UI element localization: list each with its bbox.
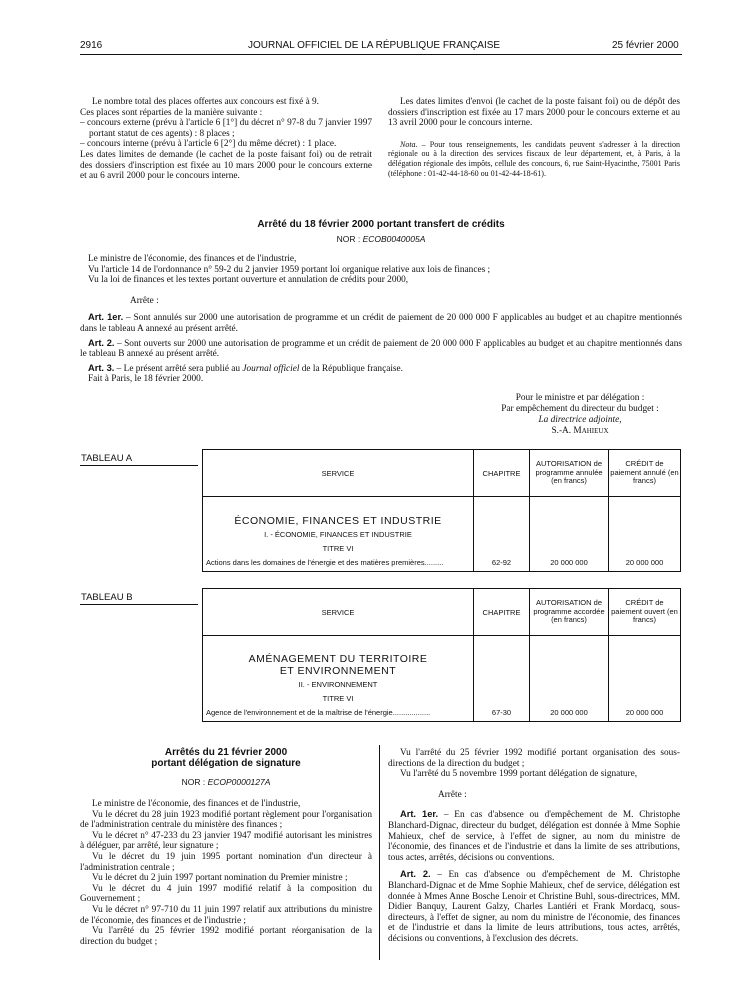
note (388, 140, 680, 178)
header-rule (80, 54, 682, 55)
header-autorisation: AUTORISATION de programme accordée (en francs) (530, 589, 609, 636)
signature-line: Par empêchement du directeur du budget : (501, 404, 659, 414)
row-label: Agence de l'environnement et de la maîtrise de l'énergie.................. (206, 708, 431, 717)
article-1: Art. 1er. – Sont annulés sur 2000 une autorisation de programme et un crédit de paiement de 20 000 000 F applicables au budget et au chapitre mentionnés dans le tableau A annexé au présent arrêté. (80, 312, 682, 334)
top-right-column (388, 97, 680, 178)
titre: TITRE VI (322, 544, 354, 553)
title-line: portant délégation de signature (151, 758, 301, 769)
autorisation-value: 20 000 000 (530, 497, 609, 572)
signature-block (480, 393, 680, 437)
paragraph: Vu le décret du 28 juin 1923 modifié portant règlement pour l'organisation de l'administration centrale du ministère des finances ; (80, 809, 372, 831)
ministry-name: ET ENVIRONNEMENT (279, 665, 397, 677)
paragraph: Ces places sont réparties de la manière suivante : (80, 107, 263, 118)
ministry-name: AMÉNAGEMENT DU TERRITOIRE (248, 653, 428, 665)
nor-reference: NOR : ECOB0040005A (336, 234, 426, 244)
header-chapitre: CHAPITRE (474, 450, 530, 497)
tableau-b-label: TABLEAU B (81, 592, 133, 603)
paragraph: Le nombre total des places offertes aux concours est fixé à 9. (92, 97, 320, 107)
autorisation-value: 20 000 000 (530, 636, 609, 722)
signature-line: Pour le ministre et par délégation : (515, 393, 645, 403)
column-divider (379, 745, 380, 960)
paragraph: Vu le décret du 4 juin 1997 modifié relatif à la composition du Gouvernement ; (80, 883, 372, 905)
paragraph: Vu la loi de finances et les textes portant ouverture et annulation de crédits pour 2000, (88, 275, 409, 286)
header-autorisation: AUTORISATION de programme annulée (en francs) (530, 450, 609, 497)
chapitre-value: 67-30 (474, 636, 530, 722)
article-2: Art. 2. – En cas d'absence ou d'empêchement de M. Christophe Blanchard-Dignac et de Mme Sophie Mahieux, chef de service, délégation est donnée à Mmes Anne Bosche Lenoir et Christine Buhl, sous-directrices, MM. Didier Banquy, Laurent Galzy, Charles Lantiéri et Frank Mordacq, sous-directeurs, à l'effet de signer, au nom du ministre de l'économie, des finances et de l'industrie et dans la limite de leurs attributions, tous actes, arrêtés, décisions ou conventions, à l'exclusion des décrets. (388, 869, 680, 944)
header-service: SERVICE (203, 589, 474, 636)
issue-date: 25 février 2000 (612, 40, 679, 51)
tableau-a-label: TABLEAU A (81, 453, 133, 464)
titre: TITRE VI (322, 694, 354, 703)
list-item: – concours externe (prévu à l'article 6 [1°] du décret n° 97-8 du 7 janvier 1997 portant statut de ces agents) : 8 places ; (80, 118, 372, 139)
title-line: Arrêtés du 21 février 2000 (164, 747, 288, 758)
tableau-b-rule (80, 604, 198, 605)
header-service: SERVICE (203, 450, 474, 497)
note-text: – Pour tous renseignements, les candidats peuvent s'adresser à la direction régionale ou à la direction des services fiscaux de leur département, et, à Paris, à la délégation régionale des impôts, cellule des concours, 6, rue Saint-Hyacinthe, 75001 Paris (téléphone : 01-42-44-18-60 ou 01-42-44-18-61). (388, 139, 680, 178)
chapitre-value: 62-92 (474, 497, 530, 572)
note-label: Nota. (400, 139, 418, 149)
paragraph: Vu le décret du 2 juin 1997 portant nomination du Premier ministre ; (92, 873, 348, 884)
signature-line: La directrice adjointe, (538, 415, 622, 425)
credit-value: 20 000 000 (609, 497, 681, 572)
page-number: 2916 (80, 40, 103, 51)
header-credit: CRÉDIT de paiement ouvert (en francs) (609, 589, 681, 636)
header-chapitre: CHAPITRE (474, 589, 530, 636)
credit-value: 20 000 000 (609, 636, 681, 722)
arrete-title: Arrêté du 18 février 2000 portant transfert de crédits (257, 219, 505, 230)
paragraph: Vu l'arrêté du 25 février 1992 modifié portant organisation des sous-directions de la direction du budget ; (388, 748, 680, 769)
nor-reference: NOR : ECOP0000127A (181, 777, 271, 787)
section-name: II. - ENVIRONNEMENT (298, 680, 378, 689)
arrete-word: Arrête : (130, 295, 159, 306)
arrete-title (80, 747, 372, 769)
arrete-body (80, 254, 682, 385)
arrete-word: Arrête : (438, 789, 467, 800)
tableau-b (202, 588, 681, 722)
article-2: Art. 2. – Sont ouverts sur 2000 une autorisation de programme et un crédit de paiement de 20 000 000 F applicables au budget et au chapitre mentionnés dans le tableau B annexé au présent arrêté. (80, 337, 682, 360)
article-1: Art. 1er. – En cas d'absence ou d'empêchement de M. Christophe Blanchard-Dignac, directeur du budget, délégation est donnée à Mme Sophie Mahieux, chef de service, à l'effet de signer, au nom du ministre de l'économie, des finances et de l'industrie et dans la limite de ses attributions, tous actes, arrêtés, décisions ou conventions. (388, 809, 681, 863)
paragraph: Vu le décret n° 97-710 du 11 juin 1997 relatif aux attributions du ministre de l'économie, des finances et de l'industrie ; (80, 904, 372, 926)
journal-title: JOURNAL OFFICIEL DE LA RÉPUBLIQUE FRANÇAISE (248, 40, 501, 51)
header-credit: CRÉDIT de paiement annulé (en francs) (609, 450, 681, 497)
tableau-a (202, 449, 681, 572)
tableau-a-rule (80, 465, 198, 466)
service-cell (203, 497, 474, 572)
arrete2-right-column (388, 748, 680, 945)
paragraph: Le ministre de l'économie, des finances et de l'industrie, (92, 799, 301, 809)
paragraph: Les dates limites d'envoi (le cachet de la poste faisant foi) ou de dépôt des dossiers d'inscription est fixée au 17 mars 2000 pour le concours externe et au 13 avril 2000 pour le concours interne. (388, 97, 680, 129)
top-left-column (80, 97, 372, 182)
ministry-name: ÉCONOMIE, FINANCES ET INDUSTRIE (234, 515, 442, 527)
section-name: I. - ÉCONOMIE, FINANCES ET INDUSTRIE (264, 530, 412, 539)
paragraph: Vu l'arrêté du 25 février 1992 modifié portant réorganisation de la direction du budget ; (80, 926, 372, 947)
fait-a-paris: Fait à Paris, le 18 février 2000. (88, 374, 204, 385)
row-label: Actions dans les domaines de l'énergie et des matières premières......... (206, 558, 444, 567)
list-item: – concours interne (prévu à l'article 6 [2°] du même décret) : 1 place. (80, 139, 337, 150)
article-3: Art. 3. – Le présent arrêté sera publié au Journal officiel de la République française. (88, 362, 403, 374)
paragraph: Vu le décret du 19 juin 1995 portant nomination d'un directeur à l'administration centrale ; (80, 851, 372, 873)
paragraph: Vu le décret n° 47-233 du 23 janvier 1947 modifié autorisant les ministres à déléguer, par arrêté, leur signature ; (80, 830, 372, 852)
paragraph: Vu l'article 14 de l'ordonnance n° 59-2 du 2 janvier 1959 portant loi organique relative aux lois de finances ; (88, 264, 491, 275)
service-cell (203, 636, 474, 722)
arrete2-left-column (80, 799, 372, 947)
paragraph: Le ministre de l'économie, des finances et de l'industrie, (88, 254, 297, 264)
paragraph: Les dates limites de demande (le cachet de la poste faisant foi) ou de retrait des dossiers d'inscription est fixée au 10 mars 2000 pour le concours externe et au 6 avril 2000 pour le concours interne. (80, 149, 372, 182)
signatory-name: S.-A. Mahieux (551, 426, 609, 436)
paragraph: Vu l'arrêté du 5 novembre 1999 portant délégation de signature, (400, 769, 638, 780)
